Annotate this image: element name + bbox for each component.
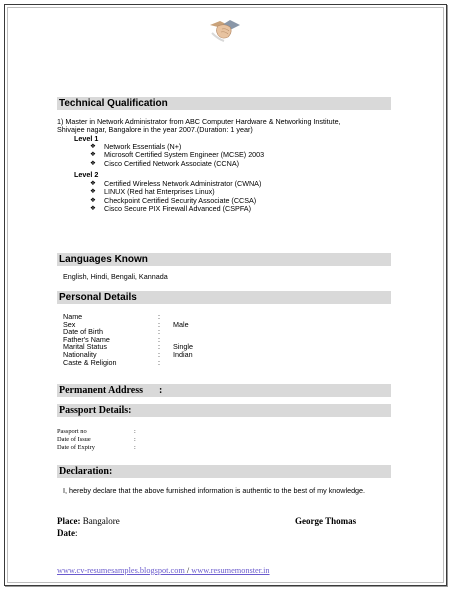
level-2-label: Level 2 — [74, 170, 99, 179]
passport-sep: : — [134, 444, 136, 452]
personal-label: Father's Name — [63, 334, 110, 344]
personal-label: Name — [63, 312, 83, 321]
qualification-line-2: Shivajee nagar, Bangalore in the year 2007.(Duration: 1 year) — [57, 125, 253, 134]
level-1-item-text: Cisco Certified Network Associate (CCNA) — [104, 158, 240, 168]
level-2-item-text: Cisco Secure PIX Firewall Advanced (CSPFA) — [104, 203, 251, 213]
level-1-label: Level 1 — [74, 134, 99, 143]
place-label: Place: — [57, 516, 81, 526]
personal-details-heading: Personal Details — [57, 291, 391, 304]
level-2-item — [90, 205, 261, 213]
level-2-item-text: Certified Wireless Network Administrator (CWNA) — [104, 179, 262, 188]
personal-sep: : — [158, 342, 160, 352]
footer-link-blogspot[interactable]: www.cv-resumesamples.blogspot.com — [57, 566, 185, 575]
personal-sep: : — [158, 350, 160, 359]
bullet-icon: ❖ — [90, 204, 96, 212]
footer-separator: / — [184, 566, 192, 575]
bullet-icon: ❖ — [90, 151, 96, 159]
passport-sep: : — [134, 436, 136, 444]
passport-label: Date of Expiry — [57, 444, 95, 452]
level-2-item-text: Checkpoint Certified Security Associate (CCSA) — [104, 195, 257, 205]
passport-details-heading: Passport Details: — [57, 404, 391, 417]
passport-sep: : — [134, 428, 136, 435]
date-line — [57, 528, 78, 538]
passport-label: Date of Issue — [57, 436, 91, 444]
permanent-address-sep: : — [159, 385, 163, 396]
handshake-icon — [208, 15, 242, 43]
bullet-icon: ❖ — [90, 188, 96, 196]
declaration-text: I, hereby declare that the above furnished information is authentic to the best of my knowledge. — [63, 486, 366, 495]
level-1-item-text: Microsoft Certified System Engineer (MCSE) 2003 — [104, 150, 265, 160]
place-line — [57, 516, 120, 526]
qualification-line-1: 1) Master in Network Administrator from ABC Computer Hardware & Networking Institute, — [57, 117, 341, 126]
languages-value: English, Hindi, Bengali, Kannada — [63, 272, 168, 281]
signatory-name: George Thomas — [295, 516, 357, 526]
personal-sep: : — [158, 357, 160, 367]
personal-value: Male — [173, 319, 189, 329]
personal-sep: : — [158, 312, 160, 321]
personal-sep: : — [158, 327, 160, 337]
date-sep: : — [75, 528, 78, 538]
permanent-address-heading — [57, 384, 391, 397]
personal-label: Date of Birth — [63, 327, 103, 337]
place-value: Bangalore — [80, 516, 120, 526]
personal-label: Nationality — [63, 350, 97, 359]
personal-label: Sex — [63, 319, 76, 329]
personal-value: Indian — [173, 350, 193, 359]
level-2-item-text: LINUX (Red hat Enterprises Linux) — [104, 187, 215, 197]
personal-label: Marital Status — [63, 342, 107, 352]
bullet-icon: ❖ — [90, 143, 96, 150]
bullet-icon: ❖ — [90, 196, 96, 204]
permanent-address-label: Permanent Address — [59, 385, 143, 396]
footer-links — [57, 566, 270, 575]
languages-heading: Languages Known — [57, 253, 391, 266]
personal-label: Caste & Religion — [63, 357, 117, 367]
personal-sep: : — [158, 319, 160, 329]
personal-value: Single — [173, 342, 193, 352]
bullet-icon: ❖ — [90, 159, 96, 167]
bullet-icon: ❖ — [90, 180, 96, 187]
declaration-heading: Declaration: — [57, 465, 391, 478]
level-1-item — [90, 160, 264, 168]
date-label: Date — [57, 528, 75, 538]
personal-sep: : — [158, 334, 160, 344]
level-1-list — [90, 143, 264, 168]
level-1-item-text: Network Essentials (N+) — [104, 142, 182, 151]
footer-link-resumemonster[interactable]: www.resumemonster.in — [191, 566, 270, 575]
passport-label: Passport no — [57, 428, 87, 435]
level-2-list — [90, 180, 261, 213]
technical-qualification-heading: Technical Qualification — [57, 97, 391, 110]
